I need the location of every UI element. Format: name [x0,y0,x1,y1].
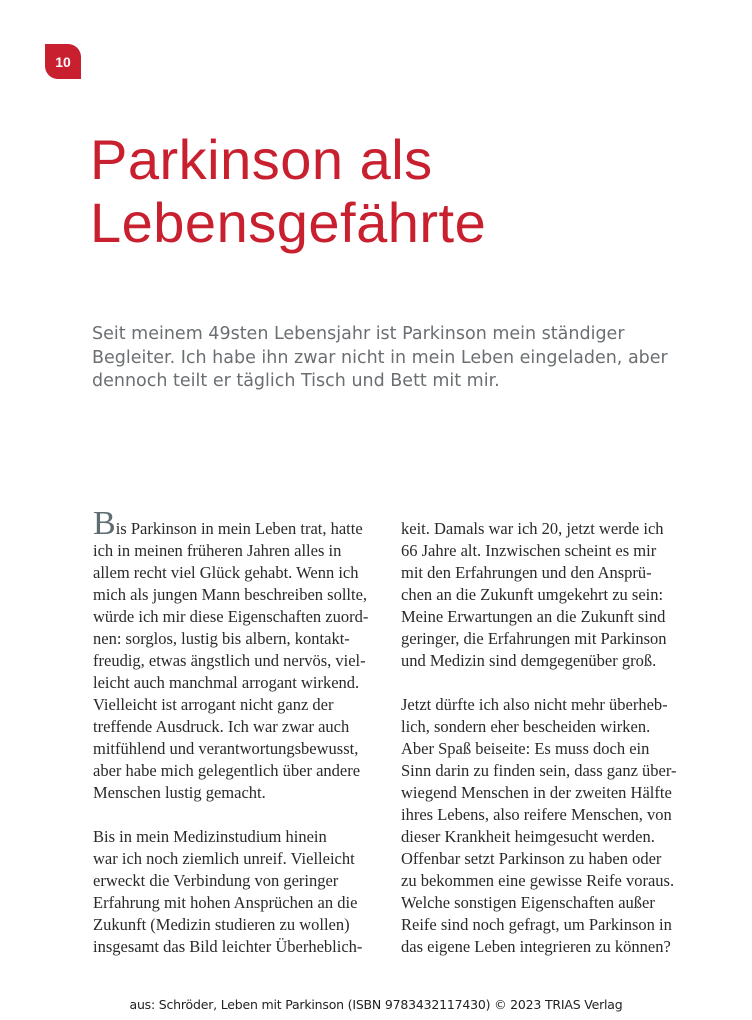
body-line: Meine Erwartungen an die Zukunft sind [401,607,666,626]
body-line: erweckt die Verbindung von geringer [93,871,339,890]
body-line: Bis in mein Medizinstudium hinein [93,827,327,846]
body-line: würde ich mir diese Eigenschaften zuord- [93,607,369,626]
body-line: allem recht viel Glück gehabt. Wenn ich [93,563,359,582]
body-line: 66 Jahre alt. Inzwischen scheint es mir [401,541,657,560]
body-line: ihres Lebens, also reifere Menschen, von [401,805,672,824]
body-line: das eigene Leben integrieren zu können? [401,937,671,956]
body-column-right [401,518,711,958]
body-line: Jetzt dürfte ich also nicht mehr überheb- [401,695,668,714]
body-line: nen: sorglos, lustig bis albern, kontakt- [93,629,350,648]
body-line: freudig, etwas ängstlich und nervös, viel- [93,651,366,670]
body-line: chen an die Zukunft umgekehrt zu sein: [401,585,664,604]
body-line: ich in meinen früheren Jahren alles in [93,541,342,560]
body-line: Offenbar setzt Parkinson zu haben oder [401,849,662,868]
chapter-title [90,128,486,254]
chapter-title-line-2: Lebensgefährte [90,191,487,254]
body-paragraph [93,505,393,804]
body-line: Vielleicht ist arrogant nicht ganz der [93,695,334,714]
body-line: mich als jungen Mann beschreiben sollte, [93,585,368,604]
lead-line: dennoch teilt er täglich Tisch und Bett mit mir. [92,371,500,391]
body-line: Menschen lustig gemacht. [93,783,266,802]
page-number: 10 [55,53,71,70]
lead-line: Begleiter. Ich habe ihn zwar nicht in mein Leben eingeladen, aber [92,347,668,368]
chapter-title-line-1: Parkinson als [90,128,433,191]
body-line: Aber Spaß beiseite: Es muss doch ein [401,739,650,758]
body-column-left [93,505,393,958]
body-line: Reife sind noch gefragt, um Parkinson in [401,915,672,934]
body-line: Erfahrung mit hohen Ansprüchen an die [93,893,358,912]
body-line: Zukunft (Medizin studieren zu wollen) [93,915,350,934]
body-line: Sinn darin zu finden sein, dass ganz über- [401,761,677,780]
body-line: treffende Ausdruck. Ich war zwar auch [93,717,350,736]
body-line: und Medizin sind demgegenüber groß. [401,651,657,670]
body-line: war ich noch ziemlich unreif. Vielleicht [93,849,355,868]
body-line: keit. Damals war ich 20, jetzt werde ich [401,519,664,538]
body-line-text: is Parkinson in mein Leben trat, hatte [115,519,363,538]
body-line: dieser Krankheit heimgesucht werden. [401,827,655,846]
body-line: geringer, die Erfahrungen mit Parkinson [401,629,667,648]
body-line: zu bekommen eine gewisse Reife voraus. [401,871,675,890]
body-paragraph [401,694,711,958]
body-line: mit den Erfahrungen und den Ansprü- [401,563,652,582]
drop-cap: B [93,505,116,542]
body-line: insgesamt das Bild leichter Überheblich- [93,937,363,956]
lead-paragraph [92,323,692,394]
body-line: Welche sonstigen Eigenschaften außer [401,893,655,912]
body-line [93,505,393,542]
lead-line: Seit meinem 49sten Lebensjahr ist Parkinson mein ständiger [92,324,625,344]
body-line: mitfühlend und verantwortungsbewusst, [93,739,359,758]
body-paragraph [401,518,711,672]
page-number-badge [45,44,81,79]
body-paragraph [93,826,393,958]
body-line: lich, sondern eher bescheiden wirken. [401,717,651,736]
body-line: wiegend Menschen in der zweiten Hälfte [401,783,672,802]
body-line: leicht auch manchmal arrogant wirkend. [93,673,360,692]
body-line: aber habe mich gelegentlich über andere [93,761,361,780]
copyright-footer: aus: Schröder, Leben mit Parkinson (ISBN 9783432117430) © 2023 TRIAS Verlag [129,997,623,1012]
